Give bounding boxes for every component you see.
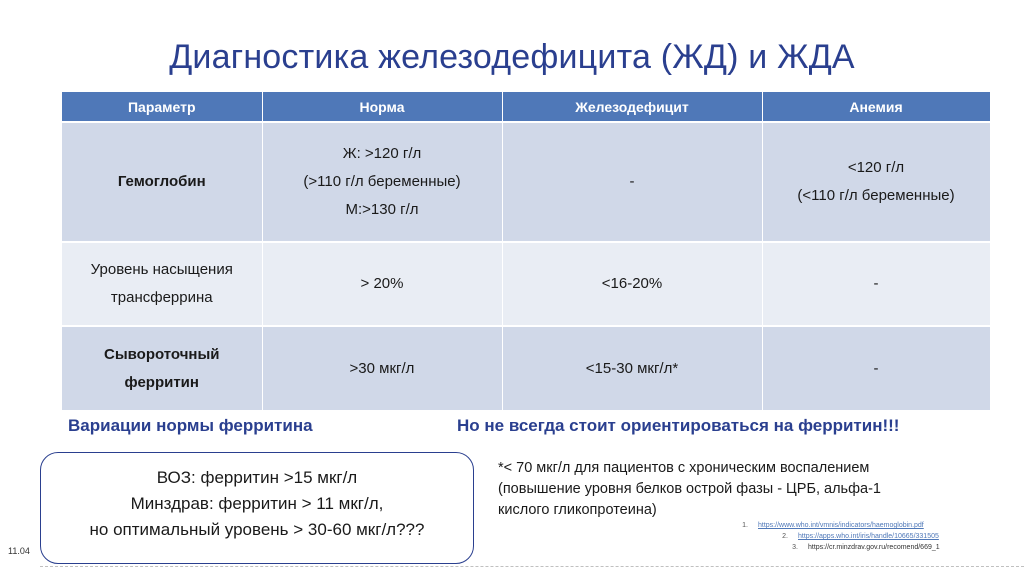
table-row-transferrin	[62, 242, 990, 326]
footnote-line: (повышение уровня белков острой фазы - ЦРБ, альфа-1	[498, 481, 881, 497]
cell-param	[62, 242, 262, 326]
ferritin-warning-heading: Но не всегда стоит ориентироваться на ферритин!!!	[457, 416, 900, 435]
table-header-row	[62, 92, 990, 122]
cell-line: трансферрина	[110, 289, 213, 306]
reference-link[interactable]: https://apps.who.int/iris/handle/10665/331505	[798, 533, 939, 540]
who-norm-line: ВОЗ: ферритин >15 мкг/л	[156, 468, 358, 487]
cell-line: > 20%	[360, 275, 404, 292]
cell-anemia	[762, 242, 990, 326]
cell-line: <120 г/л	[847, 159, 905, 176]
references-list	[734, 520, 1024, 553]
reference-item	[734, 531, 1024, 542]
page-number: 11.04	[8, 546, 30, 556]
slide-title: Диагностика железодефицита (ЖД) и ЖДА	[169, 38, 855, 76]
cell-anemia	[762, 122, 990, 242]
reference-link[interactable]: https://www.who.int/vmnis/indicators/haemoglobin.pdf	[758, 522, 924, 529]
reference-link[interactable]: https://cr.minzdrav.gov.ru/recomend/669_1	[808, 544, 940, 551]
cell-norm	[262, 122, 502, 242]
table-row-hemoglobin	[62, 122, 990, 242]
minzdrav-norm-line: Минздрав: ферритин > 11 мкг/л,	[130, 494, 384, 513]
cell-param	[62, 326, 262, 410]
cell-line: М:>130 г/л	[345, 201, 419, 218]
reference-number: 1.	[742, 522, 748, 529]
cell-deficit	[502, 326, 762, 410]
ferritin-variations-heading: Вариации нормы ферритина	[68, 416, 313, 435]
cell-line: Ж: >120 г/л	[342, 145, 422, 162]
cell-line: Гемоглобин	[117, 173, 206, 190]
cell-line: Уровень насыщения	[90, 261, 233, 278]
ferritin-norms-box	[40, 452, 474, 564]
reference-number: 3.	[792, 544, 798, 551]
header-parameter: Параметр	[62, 92, 262, 122]
header-deficit: Железодефицит	[502, 92, 762, 122]
diagnostics-table	[62, 92, 991, 410]
cell-deficit	[502, 242, 762, 326]
cell-line: <16-20%	[601, 275, 663, 292]
table-row-ferritin	[62, 326, 990, 410]
footer-divider	[40, 566, 1024, 567]
cell-param	[62, 122, 262, 242]
cell-line: <15-30 мкг/л*	[585, 359, 679, 377]
footnote-line: *< 70 мкг/л для пациентов с хроническим воспалением	[498, 460, 870, 476]
footnote-line: кислого гликопротеина)	[498, 502, 657, 518]
cell-anemia	[762, 326, 990, 410]
reference-number: 2.	[782, 533, 788, 540]
reference-item	[734, 542, 1024, 553]
header-norm: Норма	[262, 92, 502, 122]
cell-line: Сывороточный	[103, 345, 220, 363]
inflammation-footnote	[498, 458, 998, 518]
cell-line: ферритин	[124, 373, 199, 391]
cell-line: (<110 г/л беременные)	[797, 187, 955, 204]
cell-norm	[262, 242, 502, 326]
cell-line: -	[629, 173, 635, 190]
cell-norm	[262, 326, 502, 410]
cell-deficit	[502, 122, 762, 242]
cell-line: (>110 г/л беременные)	[303, 173, 461, 190]
optimal-level-line: но оптимальный уровень > 30-60 мкг/л???	[89, 520, 425, 539]
reference-item	[734, 520, 1024, 531]
cell-line: -	[873, 275, 879, 292]
header-anemia: Анемия	[762, 92, 990, 122]
cell-line: >30 мкг/л	[349, 359, 415, 377]
cell-line: -	[873, 359, 879, 377]
